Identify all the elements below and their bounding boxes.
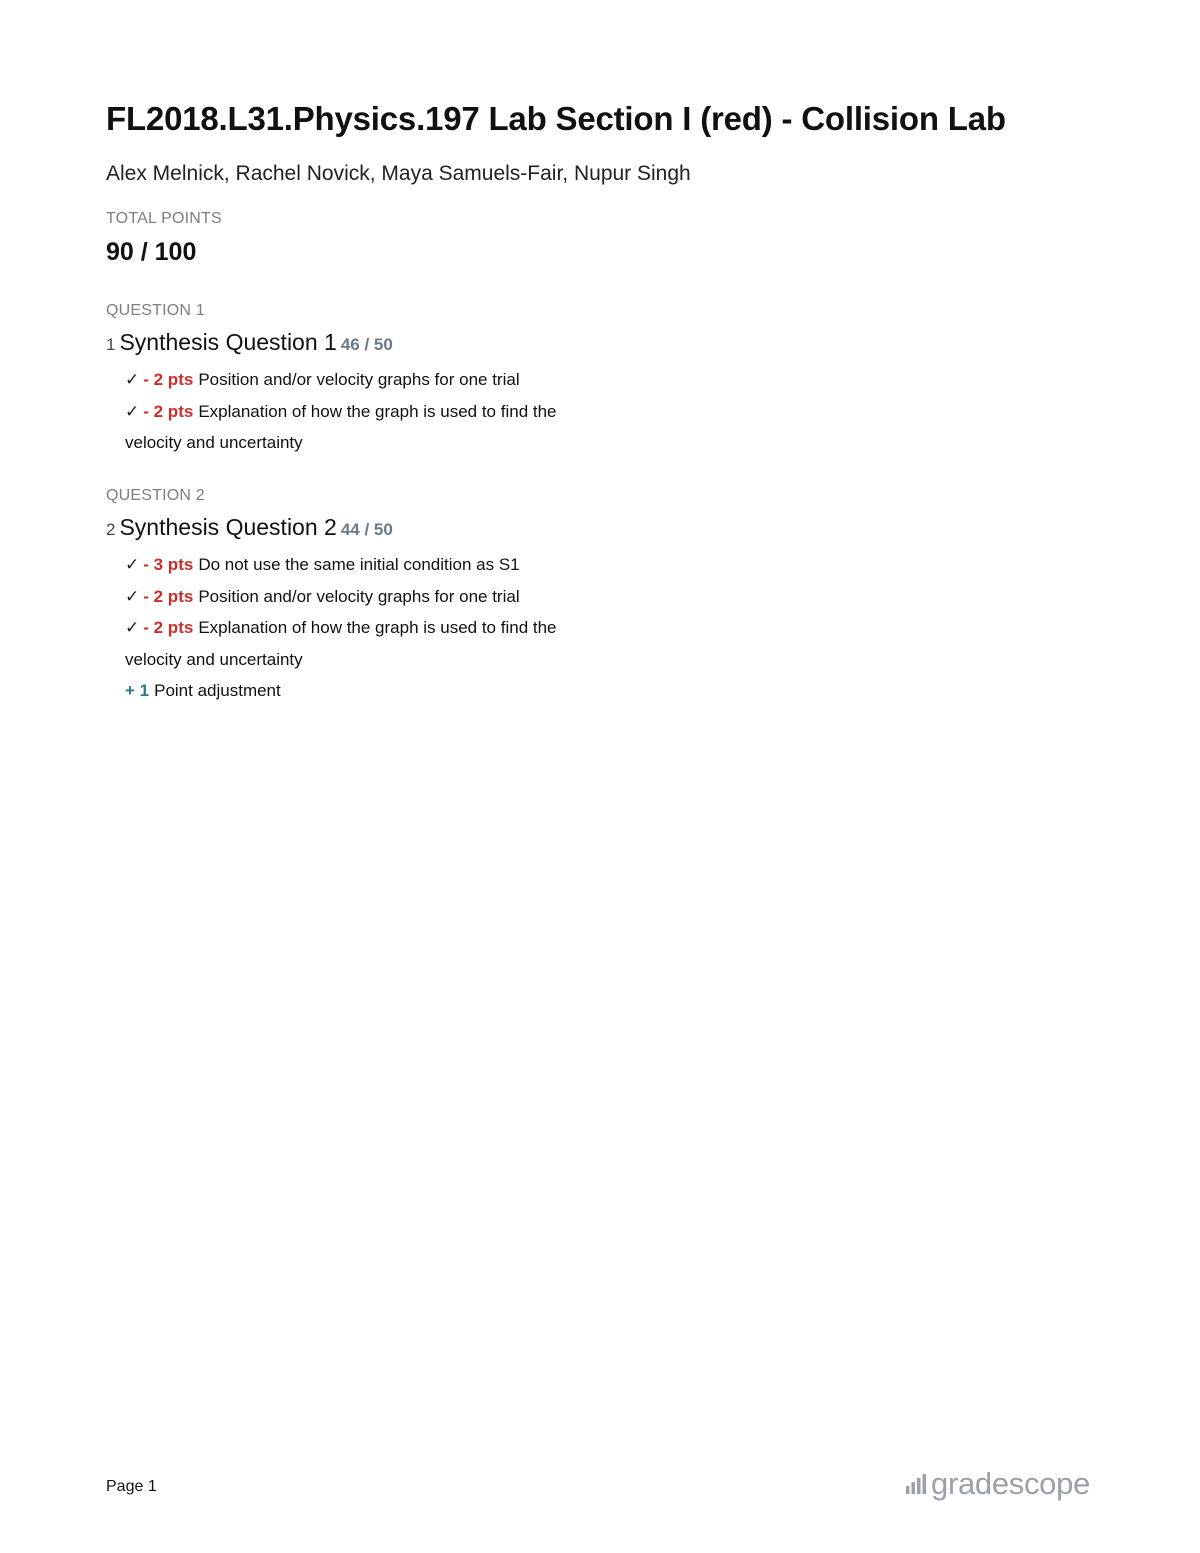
question-label: QUESTION 1 — [106, 302, 205, 319]
rubric-list — [106, 364, 595, 459]
question-1 — [106, 302, 1006, 459]
rubric-points: - 2 pts — [143, 586, 194, 606]
check-icon: ✓ — [125, 555, 140, 574]
rubric-text: Point adjustment — [154, 681, 281, 700]
question-title: Synthesis Question 2 — [119, 514, 337, 540]
rubric-item — [125, 364, 595, 396]
rubric-item — [125, 581, 595, 613]
question-heading — [106, 329, 1006, 356]
document-title: FL2018.L31.Physics.197 Lab Section I (red) - Collision Lab — [106, 100, 1006, 137]
rubric-item — [125, 549, 595, 581]
question-score: 46 / 50 — [340, 335, 393, 354]
rubric-text: Explanation of how the graph is used to find the velocity and uncertainty — [125, 618, 557, 669]
question-heading — [106, 514, 1006, 541]
rubric-text: Position and/or velocity graphs for one trial — [198, 370, 520, 389]
question-number: 2 — [106, 520, 116, 539]
rubric-points: - 2 pts — [143, 370, 194, 389]
question-2 — [106, 487, 1006, 707]
page-number: Page 1 — [106, 1478, 157, 1495]
rubric-item — [125, 612, 595, 675]
question-title: Synthesis Question 1 — [119, 329, 337, 355]
rubric-text: Position and/or velocity graphs for one trial — [198, 586, 520, 606]
rubric-list — [106, 549, 595, 707]
brand-name: gradescope — [931, 1466, 1091, 1501]
gradescope-logo — [905, 1464, 1090, 1504]
rubric-text: Do not use the same initial condition as S1 — [198, 555, 520, 574]
question-label: QUESTION 2 — [106, 487, 205, 504]
rubric-points: - 2 pts — [143, 618, 194, 637]
question-number: 1 — [106, 335, 116, 354]
author-list: Alex Melnick, Rachel Novick, Maya Samuels-Fair, Nupur Singh — [106, 162, 691, 185]
check-icon: ✓ — [125, 401, 140, 421]
rubric-item-adjustment — [125, 675, 595, 707]
rubric-text: Explanation of how the graph is used to find the velocity and uncertainty — [125, 401, 557, 452]
rubric-points: - 3 pts — [143, 555, 194, 574]
check-icon: ✓ — [125, 586, 140, 606]
rubric-points: - 2 pts — [143, 401, 194, 421]
adjustment-points: + 1 — [125, 681, 150, 700]
bar-chart-icon — [905, 1473, 927, 1495]
check-icon: ✓ — [125, 618, 140, 637]
question-score: 44 / 50 — [340, 520, 393, 539]
total-points-value: 90 / 100 — [106, 238, 197, 266]
total-points-label: TOTAL POINTS — [106, 210, 222, 227]
check-icon: ✓ — [125, 370, 140, 389]
rubric-item — [125, 396, 595, 459]
